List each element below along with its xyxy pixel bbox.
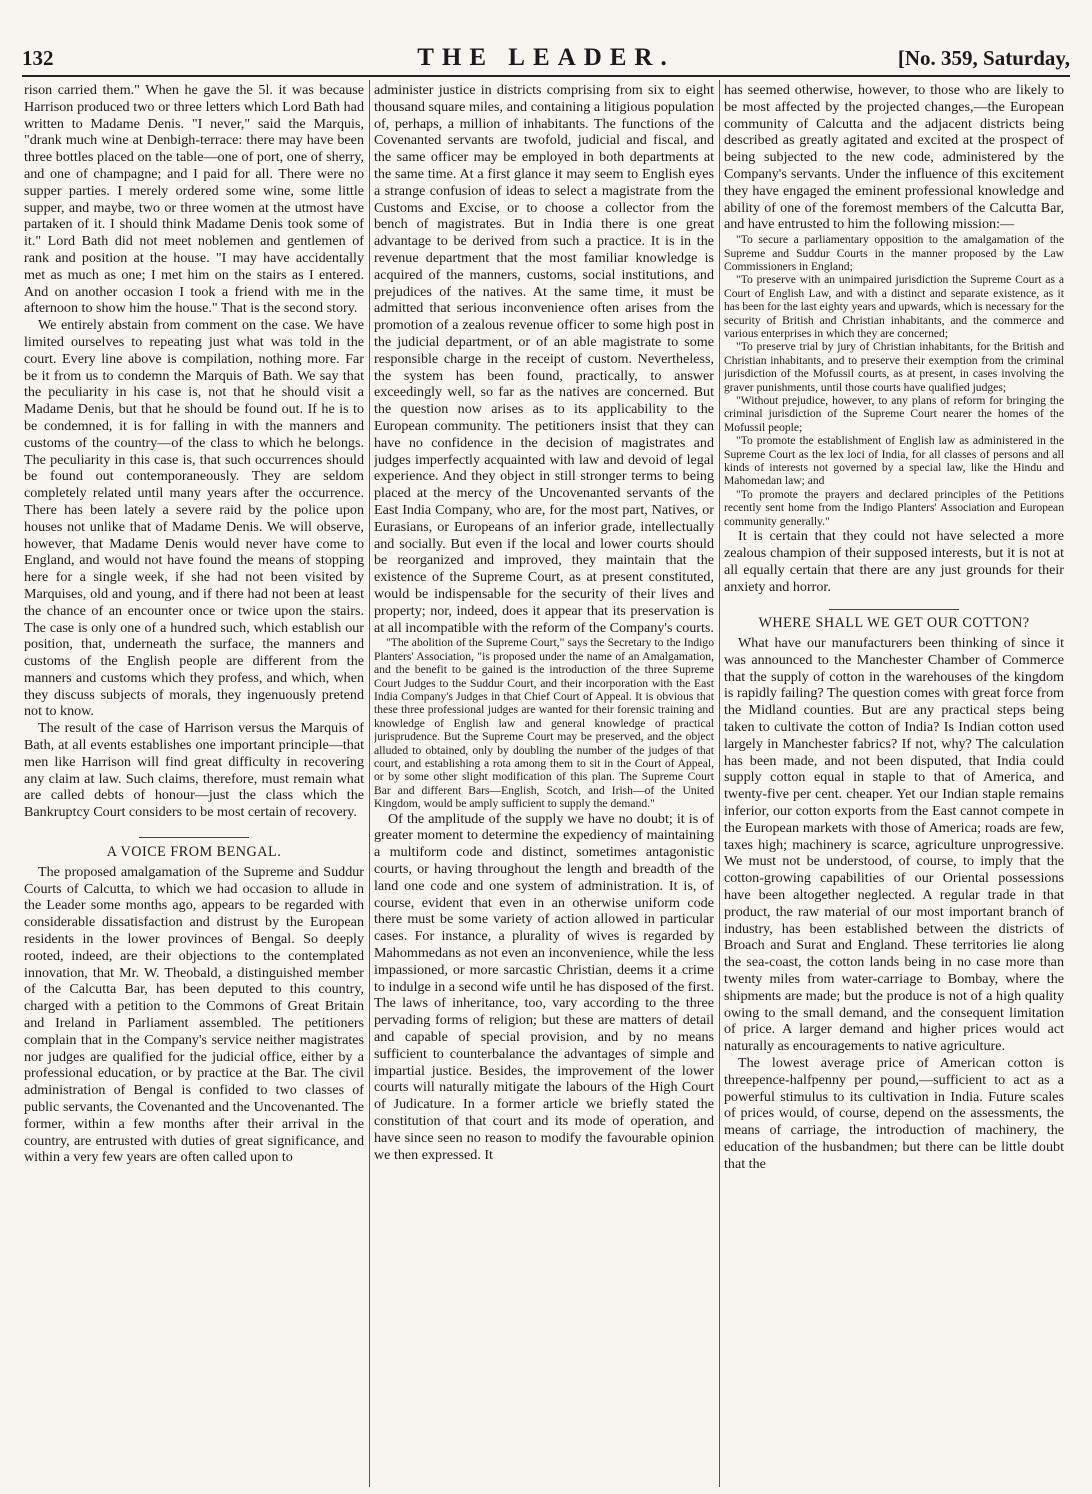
masthead-title: THE LEADER.	[417, 44, 675, 71]
paragraph: We entirely abstain from comment on the case. We have limited ourselves to repeating just what was told in the court. Every line above is compilation, nothing more. Far be it from us to condemn the Marquis of Bath. We say that the peculiarity in his case is, not that he should visit a Madame Denis, but that he should be found out. If he is to be condemned, it is for falling in with the manners and customs of the country—of the class to which he belongs. The peculiarity in this case is, that such occurrences should be found out contemporaneously. They are seldom completely related until many years after the occurrence. There has been lately a severe raid by the police upon houses not unlike that of Madame Denis. We will observe, however, that Madame Denis would never have come to England, and would not have found the means of stopping here for a single week, if she had not been visited by Marquises, old and young, and if there had not been at least the chance of an encounter once or twice upon the stairs. The case is only one of a hundred such, which establish our position, that, underneath the surface, the manners and customs of the English people are different from the manners and customs which they profess, and which, when they discuss subjects of morals, they ingenuously pretend not to know.	[24, 317, 364, 720]
paragraph: has seemed otherwise, however, to those who are likely to be most affected by the projected changes,—the European community of Calcutta and the adjacent districts being described as greatly agitated and excited at the prospect of being subjected to the new code, administered by the Company's servants. Under the influence of this excitement they have engaged the eminent professional knowledge and ability of one of the foremost members of the Calcutta Bar, and have entrusted to him the following mission:—	[724, 82, 1064, 233]
mission-item: "To preserve trial by jury of Christian inhabitants, for the British and Christian inhabitants, and to preserve their exemption from the criminal jurisdiction of the Mofussil courts, as at present, in cases involving the graver punishments, until those courts have qualified judges;	[724, 340, 1064, 394]
column-divider	[369, 80, 370, 1487]
paragraph: The lowest average price of American cotton is threepence-halfpenny per pound,—sufficient to act as a powerful stimulus to its cultivation in India. Future scales of prices would, of course, depend on the assessments, the means of carriage, the introduction of machinery, the education of the husbandmen; but there can be little doubt that the	[724, 1055, 1064, 1172]
page-header	[22, 40, 1070, 74]
mission-item: "To promote the prayers and declared principles of the Petitions recently sent home from the Indigo Planters' Association and European community generally."	[724, 487, 1064, 528]
mission-item: "To secure a parliamentary opposition to the amalgamation of the Supreme and Suddur Courts in the manner proposed by the Law Commissioners in England;	[724, 233, 1064, 273]
page-number: 132	[22, 46, 54, 70]
paragraph: It is certain that they could not have selected a more zealous champion of their supposed interests, but it is not at all equally certain that there are any just grounds for their anxiety and horror.	[724, 528, 1064, 595]
paragraph: What have our manufacturers been thinking of since it was announced to the Manchester Chamber of Commerce that the supply of cotton in the warehouses of the kingdom is rapidly failing? The question comes with great force from the Midland counties. But are any practical steps being taken to cultivate the cotton of India? Is Indian cotton used largely in Manchester fabrics? If not, why? The calculation has been made, and not been disputed, that India could supply cotton equal in staple to that of America, and twenty-five per cent. cheaper. Yet our Indian staple remains inferior, our cotton exports from the East cannot compete in the European markets with those of America; roads are few, taxes high; machinery is scarce, agriculture unprogressive. We must not be understood, of course, to imply that the cotton-growing capabilities of our Oriental possessions have been altogether neglected. A regular trade in that product, the raw material of our most important branch of industry, has been established between the districts of Broach and Surat and England. These territories lie along the sea-coast, the cotton lands being in no case more than twenty miles from water-carriage to Bombay, where the shipments are made; but the produce is not of a high quality owing to the small demand, and the consequent limitation of price. A larger demand and higher prices would act naturally as encouragements to native agriculture.	[724, 635, 1064, 1055]
paragraph: The proposed amalgamation of the Supreme and Suddur Courts of Calcutta, to which we had occasion to allude in the Leader some months ago, appears to be regarded with considerable dissatisfaction and distrust by the European residents in the lower provinces of Bengal. So deeply rooted, indeed, are their objections to the contemplated innovation, that Mr. W. Theobald, a distinguished member of the Calcutta Bar, has been deputed to this country, charged with a petition to the Commons of Great Britain and Ireland in Parliament assembled. The petitioners complain that in the Company's service neither magistrates nor judges are qualified for the judicial office, either by a professional education, or by practice at the Bar. The civil administration of Bengal is confided to two classes of public servants, the Covenanted and the Uncovenanted. The former, within a few months after their arrival in the country, are entrusted with duties of great significance, and within a very few years are often called upon to	[24, 863, 364, 1166]
mission-item: "To promote the establishment of English law as administered in the Supreme Court as the lex loci of India, for all classes of persons and all kinds of interests not governed by a special law, like the Hindu and Mahomedan law; and	[724, 434, 1064, 488]
column-1	[24, 82, 364, 1487]
column-divider	[719, 80, 720, 1487]
mission-item: "To preserve with an unimpaired jurisdiction the Supreme Court as a Court of English Law, and with a distinct and separate existence, as it has been for the last eighty years and upwards, which is necessary for the security of British and Christian inhabitants, and the commerce and various enterprises in which they are concerned;	[724, 273, 1064, 341]
paragraph: Of the amplitude of the supply we have no doubt; it is of greater moment to determine the expediency of maintaining a multiform code and distinct, sometimes antagonistic courts, or having throughout the length and breadth of the land one code and one system of administration. It is, of course, evident that even in an otherwise uniform code there must be some variety of action allowed in particular cases. For instance, a plurality of wives is regarded by Mahommedans as not even an inconvenience, while the less impassioned, or more sarcastic Christian, deems it a crime to indulge in a second wife until he has disposed of the first. The laws of inheritance, too, vary according to the three pervading forms of religion; but these are matters of detail and capable of special provision, and by no means sufficient to counterbalance the advantages of simple and impartial justice. Besides, the improvement of the lower courts will naturally mitigate the labours of the High Court of Judicature. In a former article we briefly stated the constitution of that court and its mode of operation, and have since seen no reason to modify the favourable opinion we then expressed. It	[374, 810, 714, 1163]
section-divider	[139, 837, 249, 838]
article-heading: WHERE SHALL WE GET OUR COTTON?	[758, 615, 1030, 632]
mission-item: "Without prejudice, however, to any plans of reform for bringing the criminal jurisdiction of the Supreme Court nearer the homes of the Mofussil people;	[724, 394, 1064, 434]
column-3	[724, 82, 1064, 1487]
column-2	[374, 82, 714, 1487]
issue-info: [No. 359, Saturday,	[897, 46, 1070, 70]
section-divider	[829, 609, 959, 610]
block-quote	[374, 636, 714, 810]
article-heading: A VOICE FROM BENGAL.	[106, 844, 282, 861]
paragraph: The result of the case of Harrison versus the Marquis of Bath, at all events establishes one important principle—that men like Harrison will find great difficulty in recovering any claim at law. Such claims, therefore, must remain what are called debts of honour—just the class which the Bankruptcy Court considers to be most certain of recovery.	[24, 720, 364, 821]
quote-text: "The abolition of the Supreme Court," says the Secretary to the Indigo Planters' Association, "is proposed under the name of an Amalgamation, and the benefit to be gained is the introduction of the three Supreme Court Judges to the Suddur Court, and their incorporation with the East India Company's Judges in that Chief Court of Appeal. It is obvious that these three professional judges are wanted for their forensic training and knowledge of English law and general knowledge of practical jurisprudence. But the Supreme Court may be preserved, and the object alluded to obtained, only by doubling the number of the judges of that court, and establishing a rota among them to sit in the Court of Appeal, or by some other slight modification of this plan. The Supreme Court Bar and different Bars—English, Scotch, and Irish—of the United Kingdom, would be amply sufficient to supply the demand."	[374, 636, 714, 811]
mission-list	[724, 233, 1064, 528]
paragraph: rison carried them." When he gave the 5l. it was because Harrison produced two or three letters which Lord Bath had written to Madame Denis. "I never," said the Marquis, "drank much wine at Denbigh-terrace: there may have been three bottles placed on the table—one of port, one of sherry, and one of champagne; and I paid for all. There were no supper parties. I merely ordered some wine, some little supper, and maybe, two or three women at the utmost have partaken of it. I should think Madame Denis took some of it." Lord Bath did not meet noblemen and gentlemen of rank and position at the house. "I may have accidentally met as much as one; I met him on the stairs as I entered. And on another occasion I took a friend with me in the afternoon to show him the house." That is the second story.	[24, 82, 364, 317]
paragraph: administer justice in districts comprising from six to eight thousand square miles, and containing a litigious population of, perhaps, a million of inhabitants. The functions of the Covenanted servants are twofold, judicial and fiscal, and the same officer may be employed in both departments at the same time. At a first glance it may seem to English eyes a strange confusion of ideas to select a magistrate from the Customs and Excise, or to choose a collector from the bench of magistrates. But in India there is one great advantage to be derived from such a practice. It is in the revenue department that the most familiar knowledge is acquired of the manners, customs, social institutions, and prejudices of the natives. At the same time, it must be admitted that serious inconvenience often arises from the promotion of a zealous revenue officer to some high post in the judicial department, or of an able magistrate to some responsible charge in the receipt of custom. Nevertheless, the system has been found, practically, to answer exceedingly well, so far as the natives are concerned. But the question now arises as to its applicability to the European community. The petitioners insist that they can have no confidence in the decision of magistrates and judges imperfectly acquainted with law and devoid of legal experience. And they object in still stronger terms to being placed at the mercy of the Uncovenanted servants of the East India Company, who are, for the most part, Natives, or Eurasians, or Europeans of an inferior grade, intellectually and socially. But even if the local and lower courts should be reorganized and improved, they maintain that the existence of the Supreme Court, as at present constituted, would be indispensable for the security of their lives and property; nor, indeed, does it appear that its preservation is at all incompatible with the reform of the Company's courts.	[374, 82, 714, 636]
header-rule	[22, 75, 1070, 77]
